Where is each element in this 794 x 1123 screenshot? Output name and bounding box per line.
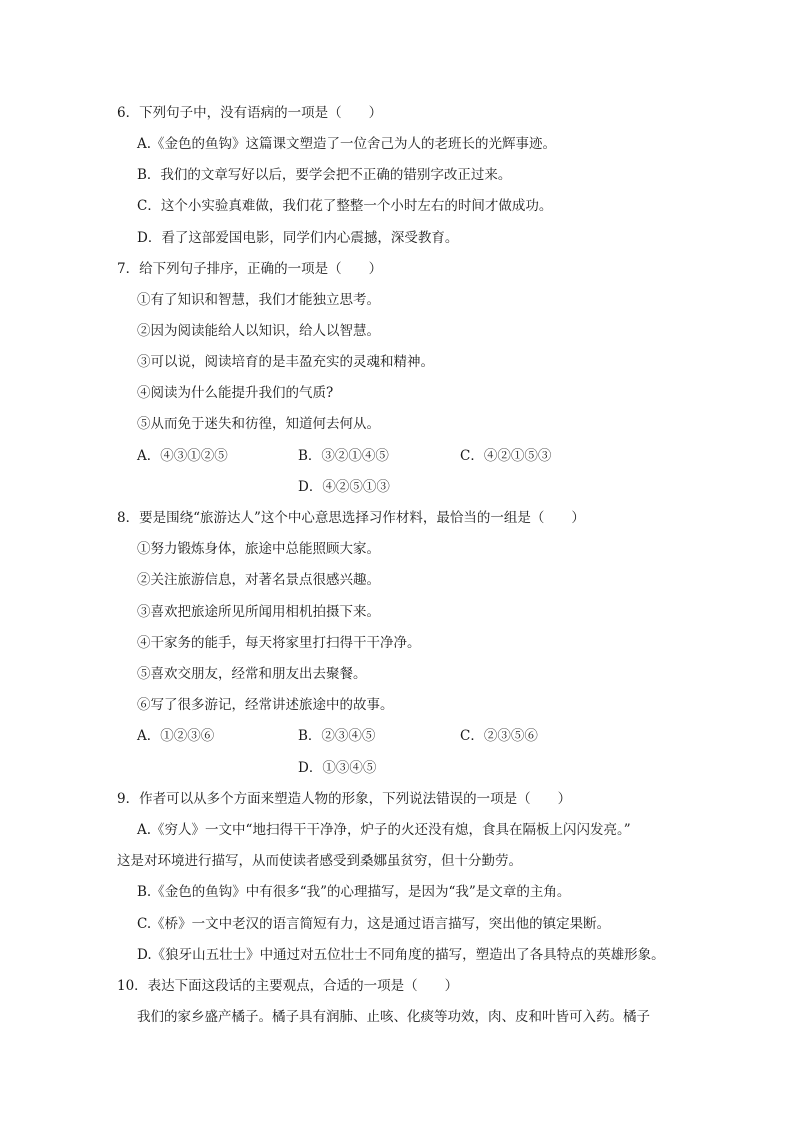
- question-6-option-c: C．这个小实验真难做，我们花了整整一个小时左右的时间才做成功。: [137, 198, 553, 214]
- question-8-item-5: ⑤喜欢交朋友，经常和朋友出去聚餐。: [137, 666, 367, 682]
- question-8-option-b: B．②③④⑤: [298, 728, 376, 744]
- question-6-option-d: D．看了这部爱国电影，同学们内心震撼，深受教育。: [137, 230, 459, 246]
- question-6-option-b: B．我们的文章写好以后，要学会把不正确的错别字改正过来。: [137, 167, 512, 183]
- question-7-item-1: ①有了知识和智慧，我们才能独立思考。: [137, 292, 380, 308]
- question-7-option-b: B．③②①④⑤: [298, 448, 389, 464]
- question-6-stem: 6．下列句子中，没有语病的一项是（ ）: [117, 105, 383, 121]
- question-7-item-4: ④阅读为什么能提升我们的气质?: [137, 385, 334, 401]
- question-10-stem: 10．表达下面这段话的主要观点，合适的一项是（ ）: [117, 978, 459, 994]
- question-7-item-5: ⑤从而免于迷失和彷徨，知道何去何从。: [137, 416, 380, 432]
- question-7-option-a: A．④③①②⑤: [137, 448, 228, 464]
- question-7-option-d: D．④②⑤①③: [298, 479, 390, 495]
- question-7-stem: 7．给下列句子排序，正确的一项是（ ）: [117, 261, 383, 277]
- question-8-option-d: D．①③④⑤: [298, 760, 377, 776]
- question-10-passage: 我们的家乡盛产橘子。橘子具有润肺、止咳、化痰等功效，肉、皮和叶皆可入药。橘子: [137, 1009, 650, 1025]
- question-8-item-6: ⑥写了很多游记，经常讲述旅途中的故事。: [137, 697, 394, 713]
- question-7-item-2: ②因为阅读能给人以知识，给人以智慧。: [137, 323, 380, 339]
- question-9-option-b: B.《金色的鱼钩》中有很多“我”的心理描写，是因为“我”是文章的主角。: [137, 884, 571, 900]
- question-7-item-3: ③可以说，阅读培育的是丰盈充实的灵魂和精神。: [137, 354, 434, 370]
- question-7-option-c: C．④②①⑤③: [460, 448, 552, 464]
- question-9-option-c: C.《桥》一文中老汉的语言简短有力，这是通过语言描写，突出他的镇定果断。: [137, 916, 611, 932]
- question-8-stem: 8．要是围绕“旅游达人”这个中心意思选择习作材料，最恰当的一组是（ ）: [117, 510, 585, 526]
- question-8-item-3: ③喜欢把旅途所见所闻用相机拍摄下来。: [137, 604, 380, 620]
- question-8-item-1: ①努力锻炼身体，旅途中总能照顾大家。: [137, 541, 380, 557]
- question-8-item-4: ④干家务的能手，每天将家里打扫得干干净净。: [137, 635, 421, 651]
- question-8-option-a: A．①②③⑥: [137, 728, 215, 744]
- question-9-stem: 9．作者可以从多个方面来塑造人物的形象，下列说法错误的一项是（ ）: [117, 791, 572, 807]
- question-8-option-c: C．②③⑤⑥: [460, 728, 538, 744]
- question-9-option-d: D.《狼牙山五壮士》中通过对五位壮士不同角度的描写，塑造出了各具特点的英雄形象。: [137, 947, 665, 963]
- question-9-option-a-continued: 这是对环境进行描写，从而使读者感受到桑娜虽贫穷，但十分勤劳。: [117, 853, 522, 869]
- question-6-option-a: A.《金色的鱼钩》这篇课文塑造了一位舍己为人的老班长的光辉事迹。: [137, 136, 557, 152]
- question-9-option-a: A.《穷人》一文中“地扫得干干净净，炉子的火还没有熄，食具在隔板上闪闪发亮。”: [137, 822, 631, 838]
- question-8-item-2: ②关注旅游信息，对著名景点很感兴趣。: [137, 572, 380, 588]
